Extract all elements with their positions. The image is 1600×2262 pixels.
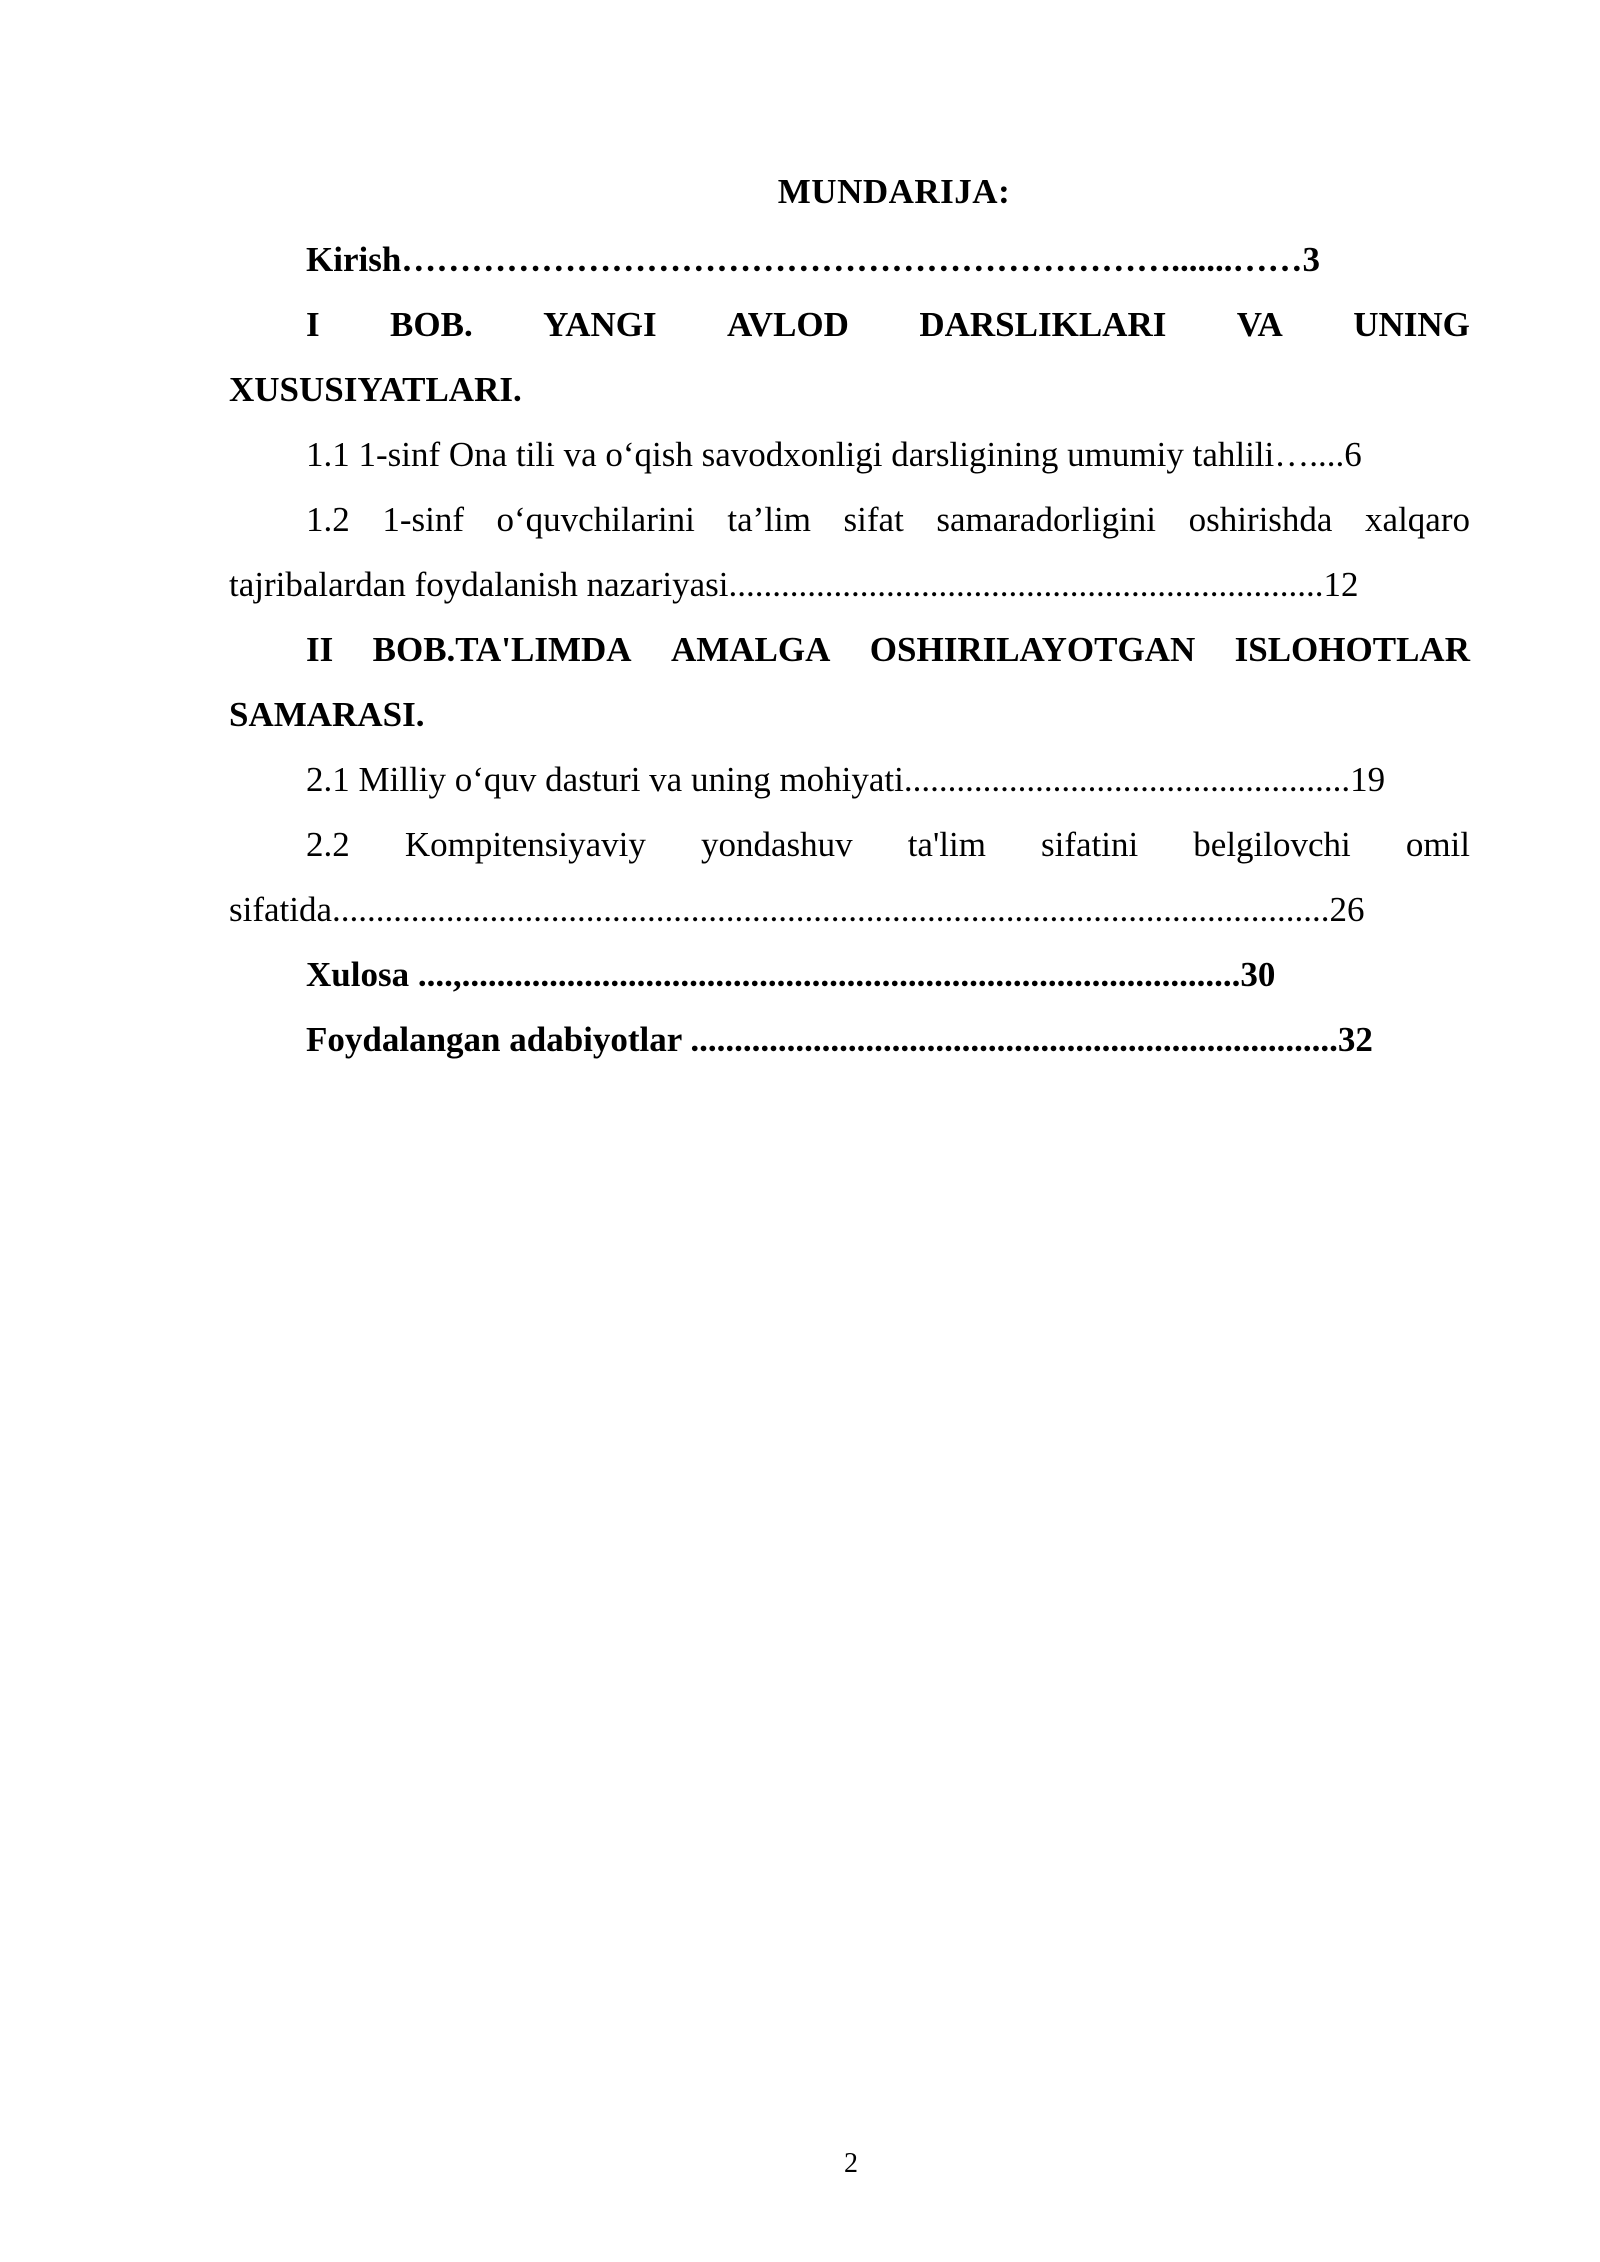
chapter-2-word: ISLOHOTLAR (1234, 630, 1470, 669)
entry-1-2-word: samaradorligini (936, 500, 1157, 539)
entry-2-2-word: omil (1405, 825, 1470, 864)
chapter-2-word: AMALGA (670, 630, 831, 669)
entry-1-2-word: o‘quvchilarini (496, 500, 695, 539)
toc-entry-xulosa: Xulosa ....,.........................................................................................30 (306, 955, 1276, 994)
entry-2-2-word: Kompitensiyaviy (404, 825, 646, 864)
entry-2-2-word: belgilovchi (1193, 825, 1351, 864)
page-title: MUNDARIJA: (777, 172, 1011, 211)
chapter-2-word: II (306, 630, 334, 669)
toc-entry-2-2 (306, 825, 1470, 865)
toc-entry-kirish: Kirish………………………………………………………….......……3 (306, 240, 1321, 279)
toc-entry-1-1: 1.1 1-sinf Ona tili va o‘qish savodxonligi darsligining umumiy tahlili…....6 (306, 435, 1362, 474)
toc-entry-1-2-cont: tajribalardan foydalanish nazariyasi....................................................................12 (229, 565, 1359, 604)
toc-chapter-1-heading-cont: XUSUSIYATLARI. (229, 370, 522, 409)
chapter-1-word: DARSLIKLARI (919, 305, 1167, 344)
page-number: 2 (844, 2148, 858, 2179)
entry-2-2-word: yondashuv (700, 825, 853, 864)
entry-2-2-word: sifatini (1041, 825, 1139, 864)
toc-entry-1-2 (306, 500, 1470, 540)
entry-1-2-word: oshirishda (1188, 500, 1333, 539)
toc-entry-2-1: 2.1 Milliy o‘quv dasturi va uning mohiyati...................................................19 (306, 760, 1386, 799)
entry-1-2-word: xalqaro (1365, 500, 1470, 539)
toc-chapter-2-heading (306, 630, 1470, 670)
toc-entry-adabiyotlar: Foydalangan adabiyotlar ..........................................................................32 (306, 1020, 1373, 1059)
entry-1-2-word: ta’lim (727, 500, 811, 539)
entry-1-2-word: 1-sinf (382, 500, 464, 539)
entry-2-2-word: ta'lim (907, 825, 986, 864)
toc-chapter-2-heading-cont: SAMARASI. (229, 695, 425, 734)
chapter-1-word: UNING (1353, 305, 1470, 344)
chapter-1-word: YANGI (543, 305, 657, 344)
chapter-2-word: BOB.TA'LIMDA (372, 630, 632, 669)
toc-chapter-1-heading (306, 305, 1470, 345)
chapter-1-word: I (306, 305, 320, 344)
entry-2-2-word: 2.2 (306, 825, 350, 864)
chapter-1-word: BOB. (390, 305, 473, 344)
chapter-2-word: OSHIRILAYOTGAN (869, 630, 1196, 669)
chapter-1-word: AVLOD (727, 305, 849, 344)
entry-1-2-word: sifat (843, 500, 904, 539)
chapter-1-word: VA (1236, 305, 1283, 344)
entry-1-2-word: 1.2 (306, 500, 350, 539)
toc-entry-2-2-cont: sifatida..................................................................................................................26 (229, 890, 1365, 929)
